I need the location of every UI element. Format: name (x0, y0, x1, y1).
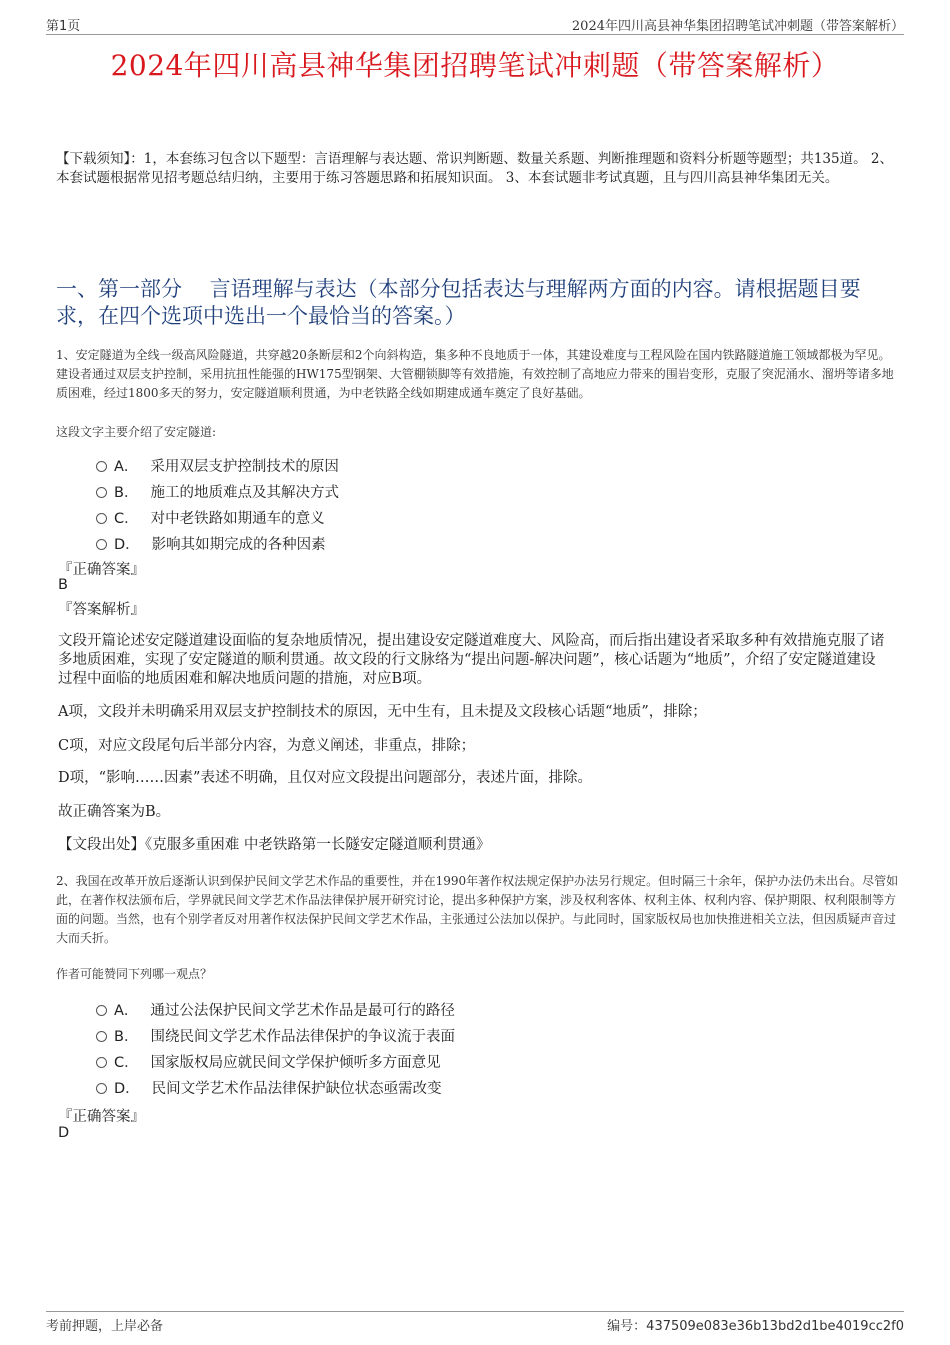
page-footer (46, 1311, 904, 1334)
q1-analysis-paragraph: 文段开篇论述安定隧道建设面临的复杂地质情况，提出建设安定隧道难度大、风险高，而后指出建设者采取多种有效措施克服了诸多地质困难，实现了安定隧道的顺利贯通。故文段的行文脉络为“提出问题-解决问题”，核心话题为“地质”，介绍了安定隧道建设过程中面临的地质困难和解决地质问题的措施，对应B项。 (58, 633, 885, 687)
q1-answer-label: 『正确答案』 (58, 562, 145, 578)
q1-analysis-label: 『答案解析』 (58, 602, 145, 618)
download-notice: 【下载须知】：1，本套练习包含以下题型：言语理解与表达题、常识判断题、数量关系题、判断推理题和资料分析题等题型；共135道。 2、本套试题根据常见招考题总结归纳，主要用于练习答题思路和拓展知识面。 3、本套试题非考试真题，且与四川高县神华集团无关。 (56, 151, 893, 186)
q2-answer: D (58, 1125, 70, 1141)
q1-option-d[interactable]: D． 影响其如期完成的各种因素 (96, 533, 326, 557)
radio-icon[interactable] (96, 1031, 107, 1042)
q1-analysis-paragraph: D项，“影响……因素”表述不明确，且仅对应文段提出问题部分，表述片面，排除。 (58, 770, 592, 786)
q1-option-b[interactable]: B． 施工的地质难点及其解决方式 (96, 481, 339, 505)
question-2-text: 2、我国在改革开放后逐渐认识到保护民间文学艺术作品的重要性，并在1990年著作权法规定保护办法另行规定。但时隔三十余年，保护办法仍未出台。尽管如此，在著作权法颁布后，学界就民间文学艺术作品法律保护展开研究讨论，提出多种保护方案，涉及权利客体、权利主体、权利内容、保护期限、权利限制等方面的问题。当然，也有个别学者反对用著作权法保护民间文学艺术作品，主张通过公法加以保护。与此同时，国家版权局也加快推进相关立法，但因质疑声音过大而夭折。 (56, 874, 899, 945)
page-header (46, 14, 904, 35)
question-2-prompt: 作者可能赞同下列哪一观点？ (56, 967, 213, 981)
section-heading: 一、第一部分 言语理解与表达（本部分包括表达与理解两方面的内容。请根据题目要求，在四个选项中选出一个最恰当的答案。） (56, 277, 861, 328)
q1-option-a[interactable]: A． 采用双层支护控制技术的原因 (96, 455, 339, 479)
radio-icon[interactable] (96, 1057, 107, 1068)
document-title: 2024年四川高县神华集团招聘笔试冲刺题（带答案解析） (110, 49, 840, 82)
question-1-text: 1、安定隧道为全线一级高风险隧道，共穿越20条断层和2个向斜构造，集多种不良地质于一体，其建设难度与工程风险在国内铁路隧道施工领域都极为罕见。建设者通过双层支护控制，采用抗扭性能强的HW175型钢架、大管棚锁脚等有效措施，有效控制了高地应力带来的围岩变形，克服了突泥涌水、溜坍等诸多地质困难，经过1800多天的努力，安定隧道顺利贯通，为中老铁路全线如期建成通车奠定了良好基础。 (56, 348, 894, 400)
radio-icon[interactable] (96, 513, 107, 524)
header-title: 2024年四川高县神华集团招聘笔试冲刺题（带答案解析） (571, 19, 904, 34)
radio-icon[interactable] (96, 1083, 107, 1094)
footer-slogan: 考前押题，上岸必备 (46, 1319, 164, 1334)
radio-icon[interactable] (96, 487, 107, 498)
q2-option-a[interactable]: A． 通过公法保护民间文学艺术作品是最可行的路径 (96, 999, 455, 1023)
q1-source: 【文段出处】《克服多重困难 中老铁路第一长隧安定隧道顺利贯通》 (58, 837, 491, 853)
q2-option-d[interactable]: D． 民间文学艺术作品法律保护缺位状态亟需改变 (96, 1077, 442, 1101)
radio-icon[interactable] (96, 1005, 107, 1016)
q1-analysis-paragraph: C项，对应文段尾句后半部分内容，为意义阐述，非重点，排除； (58, 738, 476, 754)
radio-icon[interactable] (96, 539, 107, 550)
q2-option-c[interactable]: C． 国家版权局应就民间文学保护倾听多方面意见 (96, 1051, 441, 1075)
q1-option-c[interactable]: C． 对中老铁路如期通车的意义 (96, 507, 325, 531)
q1-analysis-paragraph: A项，文段并未明确采用双层支护控制技术的原因，无中生有，且未提及文段核心话题“地质”，排除； (58, 704, 707, 720)
q2-option-b[interactable]: B． 围绕民间文学艺术作品法律保护的争议流于表面 (96, 1025, 455, 1049)
radio-icon[interactable] (96, 461, 107, 472)
q1-answer: B (58, 577, 68, 593)
question-1-prompt: 这段文字主要介绍了安定隧道: (56, 425, 217, 439)
footer-serial: 编号：437509e083e36b13bd2d1be4019cc2f0 (607, 1319, 904, 1334)
page-number: 第1页 (46, 19, 81, 34)
q1-analysis-conclusion: 故正确答案为B。 (58, 804, 171, 820)
q2-answer-label: 『正确答案』 (58, 1109, 145, 1125)
